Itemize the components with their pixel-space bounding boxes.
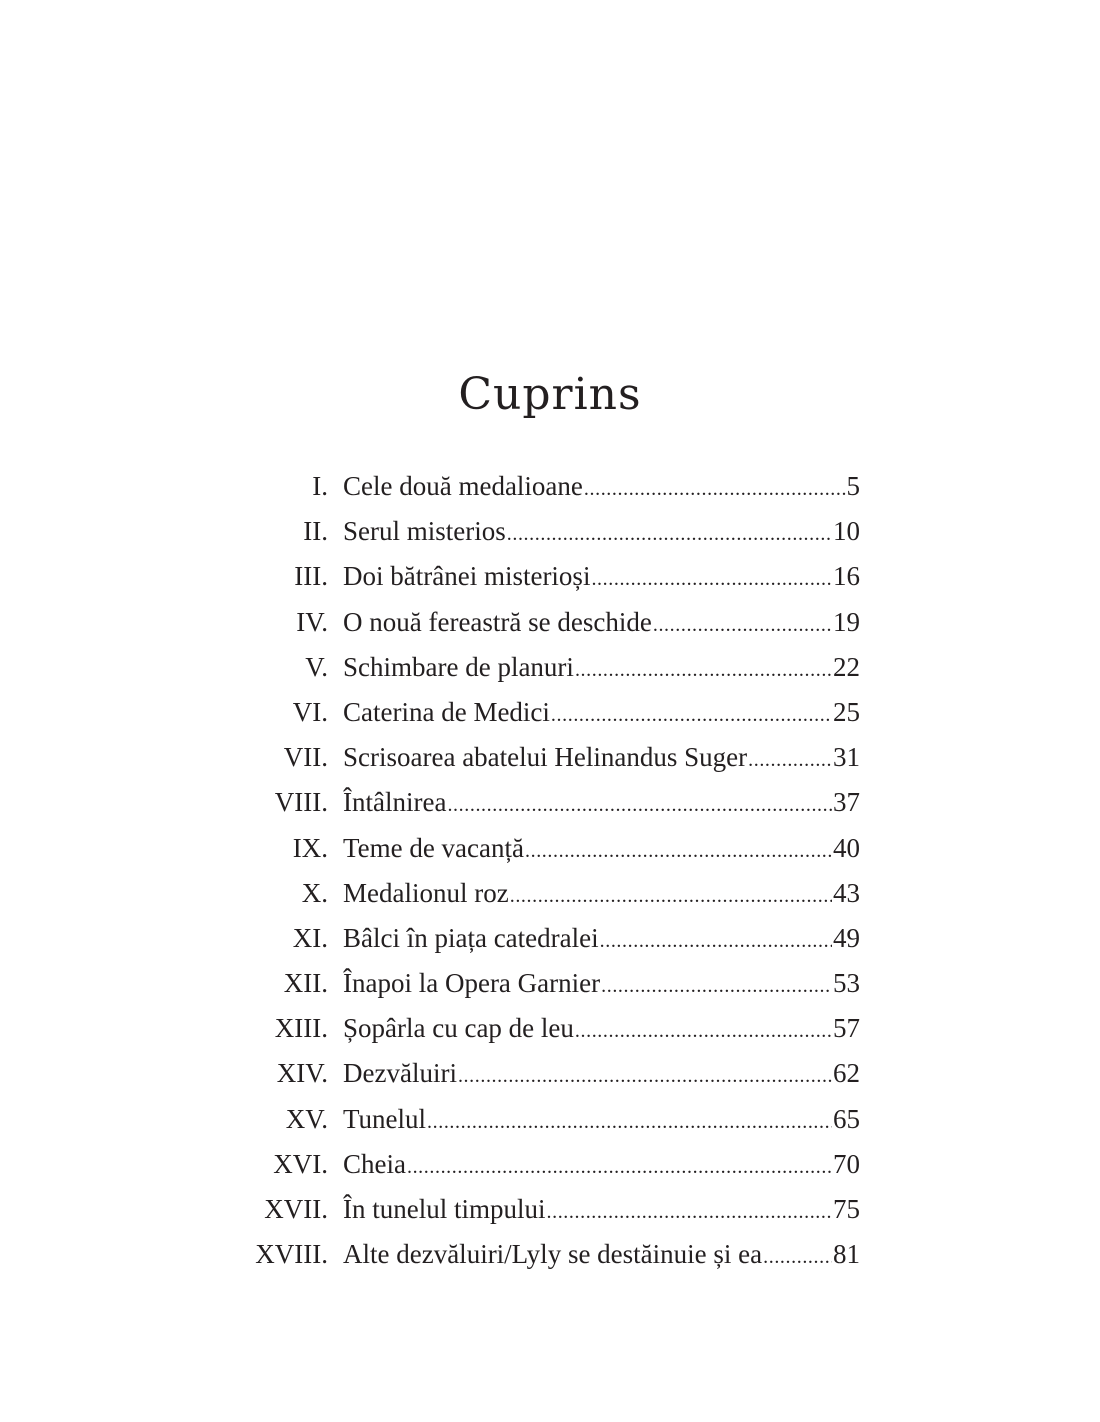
chapter-title: Scrisoarea abatelui Helinandus Suger (343, 742, 748, 773)
dot-leader (525, 831, 832, 871)
chapter-title: Dezvăluiri (343, 1058, 457, 1089)
chapter-title: Înapoi la Opera Garnier (343, 968, 601, 999)
chapter-numeral: III. (294, 561, 328, 592)
toc-entry (200, 466, 860, 511)
toc-entry (200, 828, 860, 873)
dot-leader (551, 695, 832, 735)
chapter-numeral: IX. (292, 832, 328, 863)
chapter-title: Medalionul roz (343, 877, 509, 908)
toc-entry (200, 737, 860, 782)
page-number: 57 (833, 1013, 860, 1044)
dot-leader (458, 1056, 832, 1096)
dot-leader (547, 1192, 833, 1232)
dot-leader (407, 1147, 832, 1187)
dot-leader (601, 966, 832, 1006)
dot-leader (600, 921, 832, 961)
dot-leader (584, 469, 846, 509)
dot-leader (591, 559, 832, 599)
toc-entry (200, 556, 860, 601)
chapter-numeral: XVIII. (255, 1239, 328, 1270)
chapter-numeral: VII. (283, 742, 328, 773)
page-number: 25 (833, 696, 860, 727)
toc-entry (200, 1189, 860, 1234)
chapter-numeral: XI. (292, 922, 328, 953)
chapter-numeral: XIII. (274, 1013, 328, 1044)
page-number: 40 (833, 832, 860, 863)
page-number: 5 (846, 471, 860, 501)
toc-entry (200, 511, 860, 556)
toc-entry (200, 873, 860, 918)
chapter-title: O nouă fereastră se deschide (343, 606, 652, 637)
page-number: 65 (833, 1103, 860, 1134)
chapter-numeral: XV. (285, 1103, 328, 1134)
toc-entry (200, 963, 860, 1008)
chapter-title: Serul misterios (343, 516, 506, 547)
chapter-title: În tunelul timpului (343, 1194, 546, 1224)
page-number: 16 (833, 561, 860, 592)
chapter-numeral: V. (305, 651, 328, 682)
chapter-title: Alte dezvăluiri/Lyly se destăinuie și ea (343, 1239, 763, 1270)
chapter-title: Schimbare de planuri (343, 651, 574, 682)
page-number: 53 (833, 968, 860, 999)
toc-entry (200, 1008, 860, 1053)
chapter-numeral: XVII. (264, 1194, 328, 1224)
dot-leader (575, 650, 832, 690)
chapter-numeral: XIV. (276, 1058, 328, 1089)
chapter-numeral: II. (303, 516, 328, 547)
chapter-title: Bâlci în piața catedralei (343, 922, 599, 953)
chapter-numeral: I. (312, 471, 328, 501)
table-of-contents (200, 466, 860, 1279)
toc-entry (200, 1234, 860, 1279)
chapter-title: Caterina de Medici (343, 696, 550, 727)
page-number: 22 (833, 651, 860, 682)
chapter-title: Întâlnirea (343, 787, 447, 818)
chapter-numeral: X. (301, 877, 328, 908)
toc-entry (200, 1144, 860, 1189)
page-number: 75 (833, 1194, 860, 1224)
page-number: 19 (833, 606, 860, 637)
toc-entry (200, 692, 860, 737)
page-number: 49 (833, 922, 860, 953)
chapter-numeral: IV. (296, 606, 328, 637)
page-title: Cuprins (458, 369, 642, 421)
chapter-numeral: VIII. (274, 787, 328, 818)
toc-entry (200, 782, 860, 827)
chapter-title: Cele două medalioane (343, 471, 583, 501)
page-number: 81 (833, 1239, 860, 1270)
dot-leader (763, 1237, 832, 1277)
chapter-numeral: VI. (292, 696, 328, 727)
chapter-title: Teme de vacanță (343, 832, 524, 863)
toc-entry (200, 647, 860, 692)
page-number: 43 (833, 877, 860, 908)
page-number: 70 (833, 1148, 860, 1179)
chapter-numeral: XVI. (273, 1148, 328, 1179)
page-number: 62 (833, 1058, 860, 1089)
chapter-numeral: XII. (283, 968, 328, 999)
dot-leader (510, 876, 832, 916)
dot-leader (653, 605, 832, 645)
toc-entry (200, 1053, 860, 1098)
page-number: 31 (833, 742, 860, 773)
chapter-title: Tunelul (343, 1103, 427, 1134)
page-number: 37 (833, 787, 860, 818)
toc-entry (200, 918, 860, 963)
dot-leader (447, 785, 832, 825)
dot-leader (427, 1102, 832, 1142)
page-number: 10 (833, 516, 860, 547)
dot-leader (507, 514, 832, 554)
chapter-title: Șopârla cu cap de leu (343, 1013, 574, 1044)
chapter-title: Doi bătrânei misterioși (343, 561, 591, 592)
toc-entry (200, 1099, 860, 1144)
dot-leader (575, 1011, 832, 1051)
chapter-title: Cheia (343, 1148, 406, 1179)
toc-entry (200, 602, 860, 647)
dot-leader (748, 740, 832, 780)
